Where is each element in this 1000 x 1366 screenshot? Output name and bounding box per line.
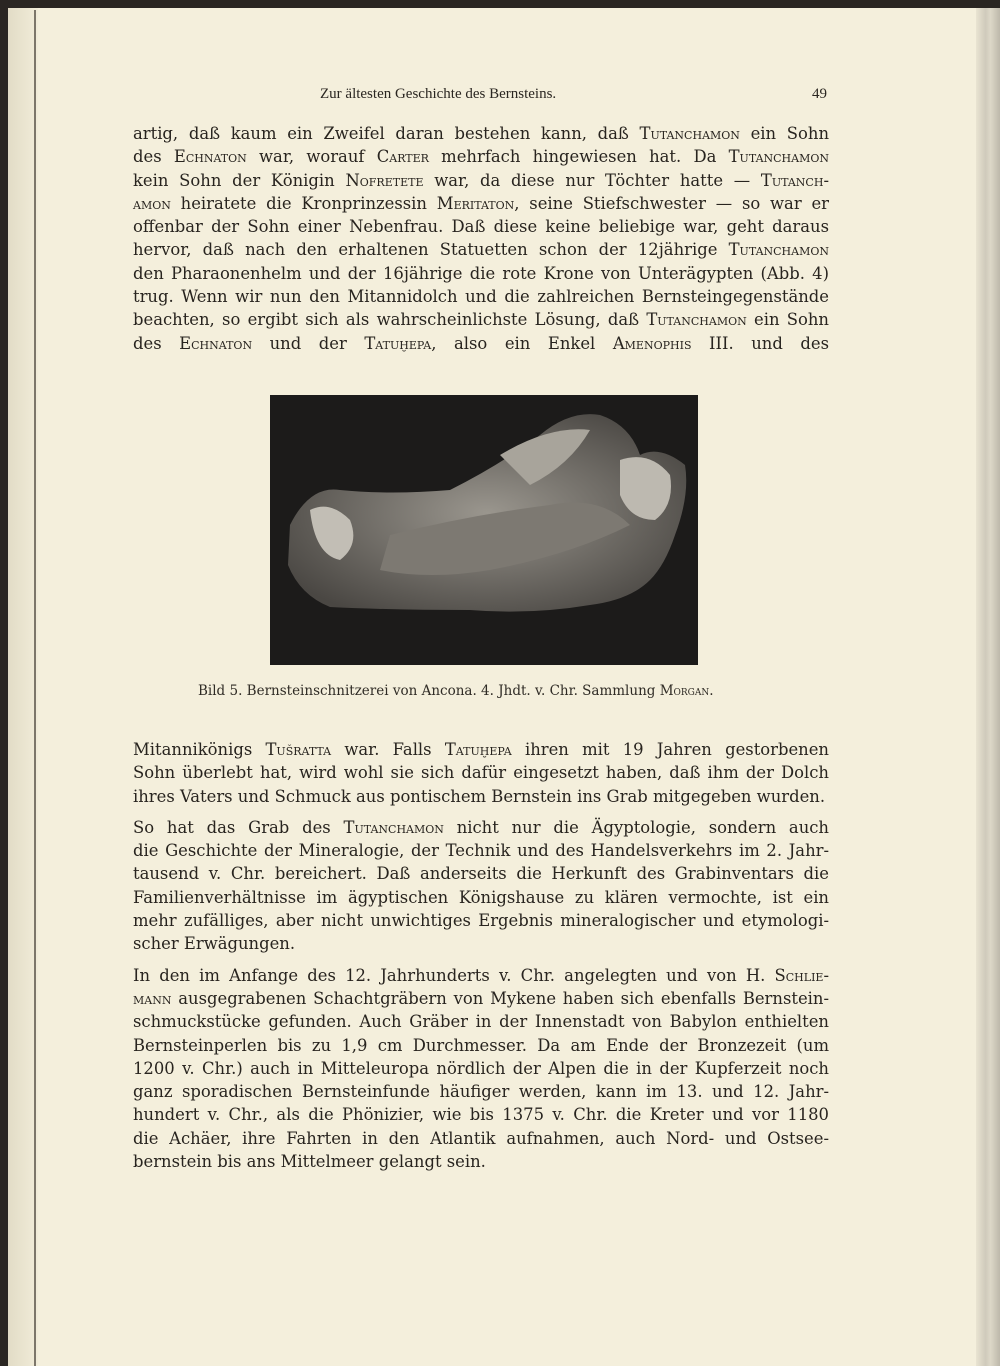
text-run: war, da diese nur Töchter hatte —	[423, 170, 761, 190]
proper-name: Schlie-	[774, 965, 829, 985]
text-line	[133, 1103, 829, 1126]
proper-name: Tušratta	[265, 740, 332, 759]
text-line	[133, 761, 829, 784]
text-run: schmuckstücke gefunden. Auch Gräber in der Innenstadt von Babylon enthielten	[133, 1012, 829, 1032]
text-line	[133, 738, 829, 761]
text-run: die Geschichte der Mineralogie, der Technik und des Handelsverkehrs im 2. Jahr-	[133, 841, 829, 861]
binding-edge	[34, 10, 36, 1366]
text-run: kein Sohn der Königin	[133, 170, 346, 190]
body-text-bottom	[133, 738, 829, 1173]
text-run: war. Falls	[331, 740, 445, 759]
paragraph	[133, 816, 829, 956]
text-line	[133, 1150, 829, 1173]
proper-name: Tatuḫepa	[444, 740, 512, 759]
text-line	[133, 987, 829, 1010]
text-line	[133, 862, 829, 885]
text-run: Familienverhältnisse im ägyptischen Königshause zu klären vermochte, ist ein	[133, 887, 829, 907]
text-run: 1200 v. Chr.) auch in Mitteleuropa nördlich der Alpen die in der Kupferzeit noch	[133, 1058, 829, 1078]
proper-name: Carter	[376, 147, 429, 167]
text-run: die Achäer, ihre Fahrten in den Atlantik aufnahmen, auch Nord- und Ostsee-	[133, 1128, 829, 1148]
text-run: Bernsteinperlen bis zu 1,9 cm Durchmesser. Da am Ende der Bronzezeit (um	[133, 1035, 829, 1055]
text-run: Bild 5. Bernsteinschnitzerei von Ancona. 4. Jhdt. v. Chr. Sammlung	[198, 683, 660, 699]
text-run: heiratete die Kronprinzessin	[170, 193, 437, 213]
text-line	[133, 1057, 829, 1080]
text-run: ihres Vaters und Schmuck aus pontischem Bernstein ins Grab mitgegeben wurden.	[133, 786, 826, 806]
text-run: ausgegrabenen Schachtgräbern von Mykene haben sich ebenfalls Bernstein-	[171, 988, 829, 1008]
proper-name: Tutanchamon	[728, 240, 829, 260]
text-run: offenbar der Sohn einer Nebenfrau. Daß diese keine beliebige war, geht daraus	[133, 217, 829, 237]
text-run: III. und des	[691, 333, 829, 353]
text-run: beachten, so ergibt sich als wahrscheinlichste Lösung, daß	[133, 310, 647, 330]
text-run: In den im Anfange des 12. Jahrhunderts v. Chr. angelegten und von H.	[133, 965, 775, 985]
text-run: mehrfach hingewiesen hat. Da	[428, 147, 729, 167]
text-run: des	[133, 333, 180, 353]
proper-name: Nofretete	[345, 170, 424, 190]
text-line	[133, 964, 829, 987]
proper-name: Tutanchamon	[728, 147, 829, 167]
text-run: Sohn überlebt hat, wird wohl sie sich dafür eingesetzt haben, daß ihm der Dolch	[133, 763, 829, 783]
text-line	[133, 215, 829, 238]
page-number: 49	[812, 86, 827, 102]
text-run: , seine Stiefschwester — so war er	[514, 193, 829, 213]
proper-name: Tutanchamon	[646, 310, 747, 330]
text-run: ein Sohn	[746, 310, 829, 330]
proper-name: Tutanchamon	[343, 817, 444, 837]
proper-name: Amenophis	[612, 333, 692, 353]
proper-name: Meritaton	[436, 193, 515, 213]
text-line	[133, 238, 829, 261]
text-line	[133, 839, 829, 862]
text-run: Mitannikönigs	[133, 740, 266, 759]
text-line	[133, 122, 829, 145]
text-run: mehr zufälliges, aber nicht unwichtiges Ergebnis mineralogischer und etymologi-	[133, 911, 829, 931]
proper-name: mann	[133, 988, 172, 1008]
text-run: So hat das Grab des	[133, 817, 344, 837]
text-line	[133, 1127, 829, 1150]
figure-amber-carving-photo	[270, 395, 698, 665]
text-run: den Pharaonenhelm und der 16jährige die rote Krone von Unterägypten (Abb. 4)	[133, 263, 829, 283]
text-line	[133, 909, 829, 932]
text-run: trug. Wenn wir nun den Mitannidolch und die zahlreichen Bernsteingegenstände	[133, 287, 829, 307]
text-line	[133, 1034, 829, 1057]
figure-caption	[198, 683, 714, 699]
text-line	[133, 308, 829, 331]
proper-name: Tutanch-	[760, 170, 829, 190]
text-line	[133, 886, 829, 909]
text-run: bernstein bis ans Mittelmeer gelangt sein.	[133, 1152, 486, 1172]
text-run: artig, daß kaum ein Zweifel daran bestehen kann, daß	[133, 124, 640, 143]
text-line	[133, 816, 829, 839]
text-run: ein Sohn	[739, 124, 829, 143]
text-line	[133, 1010, 829, 1033]
body-text-top	[133, 122, 829, 355]
text-run: scher Erwägungen.	[133, 934, 296, 954]
proper-name: Morgan	[659, 683, 710, 699]
text-run: tausend v. Chr. bereichert. Daß anderseits die Herkunft des Grabinventars die	[133, 864, 829, 884]
text-run: des	[133, 147, 174, 167]
page-edges	[976, 8, 1000, 1366]
text-run: und der	[252, 333, 365, 353]
text-run: nicht nur die Ägyptologie, sondern auch	[443, 817, 829, 837]
text-line	[133, 932, 829, 955]
text-run: war, worauf	[246, 147, 377, 167]
proper-name: Echnaton	[179, 333, 253, 353]
text-line	[133, 1080, 829, 1103]
proper-name: Tutanchamon	[639, 124, 740, 143]
text-run: .	[709, 683, 714, 699]
text-line	[133, 192, 829, 215]
text-run: , also ein Enkel	[431, 333, 613, 353]
paragraph	[133, 122, 829, 355]
text-run: ganz sporadischen Bernsteinfunde häufiger werden, kann im 13. und 12. Jahr-	[133, 1082, 829, 1102]
text-run: hervor, daß nach den erhaltenen Statuetten schon der 12jährige	[133, 240, 729, 260]
running-title: Zur ältesten Geschichte des Bernsteins.	[320, 86, 557, 102]
text-line	[133, 262, 829, 285]
amber-carving-image	[270, 395, 698, 665]
text-run: hundert v. Chr., als die Phönizier, wie bis 1375 v. Chr. die Kreter und vor 1180	[133, 1105, 829, 1125]
text-line	[133, 285, 829, 308]
paragraph	[133, 738, 829, 808]
text-line	[133, 332, 829, 355]
text-line	[133, 145, 829, 168]
text-line	[133, 785, 829, 808]
proper-name: Echnaton	[173, 147, 247, 167]
text-line	[133, 169, 829, 192]
proper-name: amon	[133, 193, 171, 213]
proper-name: Tatuḫepa	[364, 333, 432, 353]
paragraph	[133, 964, 829, 1174]
text-run: ihren mit 19 Jahren gestorbenen	[511, 740, 829, 759]
